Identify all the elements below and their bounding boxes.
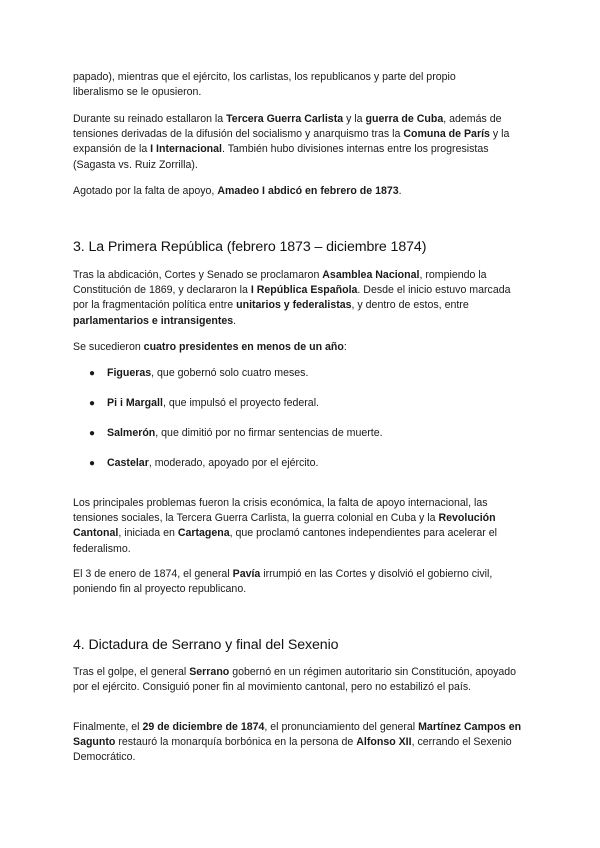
- paragraph-serrano-regime: Tras el golpe, el general Serrano gobernó en un régimen autoritario sin Constitución, apoyado por el ejército. Consiguió poner fin al movimiento cantonal, pero no estabilizó el país.: [73, 666, 517, 694]
- section-heading: 4. Dictadura de Serrano y final del Sexenio: [73, 637, 339, 653]
- paragraph-reign-conflicts: Durante su reinado estallaron la Tercera Guerra Carlista y la guerra de Cuba, además de tensiones derivadas de la difusión del socialismo y anarquismo tras la Comuna de París y la expansión de la I Internacional. También hubo divisiones internas entre los progresistas (Sagasta vs. Ruiz Zorrilla).: [73, 113, 510, 171]
- bold-term: Alfonso XII: [356, 736, 412, 749]
- bold-term: Tercera Guerra Carlista: [226, 113, 344, 125]
- bold-term: I República Española: [250, 284, 358, 297]
- section-heading: 3. La Primera República (febrero 1873 – diciembre 1874): [73, 239, 427, 255]
- bold-term: unitarios y federalistas: [236, 299, 352, 312]
- paragraph-pavia-coup: El 3 de enero de 1874, el general Pavía irrumpió en las Cortes y disolvió el gobierno civil, poniendo fin al proyecto republicano.: [73, 568, 493, 596]
- bold-term: Martínez Campos en Sagunto: [73, 721, 522, 749]
- text-line: papado), mientras que el ejército, los carlistas, los republicanos y parte del propio: [73, 71, 456, 83]
- paragraph-presidents-intro: Se sucedieron cuatro presidentes en menos de un año:: [73, 341, 347, 353]
- bold-term: Comuna de París: [403, 128, 490, 141]
- paragraph-main-problems: Los principales problemas fueron la crisis económica, la falta de apoyo internacional, las tensiones sociales, la Tercera Guerra Carlista, la guerra colonial en Cuba y la Revolución Cantonal, iniciada en Cartagena, que proclamó cantones independientes para acelerar el federalismo.: [73, 497, 497, 555]
- bold-term: cuatro presidentes en menos de un año: [143, 341, 344, 353]
- bold-term: guerra de Cuba: [365, 113, 444, 125]
- bold-term: Amadeo I abdicó en febrero de 1873: [217, 185, 399, 197]
- bullet-icon: ●: [89, 458, 96, 469]
- president-name: Salmerón: [107, 427, 156, 439]
- text-line: liberalismo se le opusieron.: [73, 86, 202, 99]
- bold-term: Revolución Cantonal: [73, 512, 496, 540]
- president-name: Figueras: [107, 367, 152, 379]
- bullet-icon: ●: [89, 428, 96, 439]
- bullet-icon: ●: [89, 368, 96, 379]
- bold-term: Asamblea Nacional: [322, 269, 420, 281]
- bold-term: Pavía: [232, 568, 261, 580]
- presidents-list: ● Figueras, que gobernó solo cuatro meses. ● Pi i Margall, que impulsó el proyecto federal. ● Salmerón, que dimitió por no firmar sentencias de muerte. ● Castelar, moderado, apoyado por el ejército.: [89, 367, 383, 469]
- bold-term: parlamentarios e intransigentes: [73, 314, 234, 327]
- bold-term: 29 de diciembre de 1874: [142, 721, 265, 733]
- bullet-icon: ●: [89, 398, 96, 409]
- paragraph-continuation: [73, 70, 525, 100]
- paragraph-abdication: Agotado por la falta de apoyo, Amadeo I abdicó en febrero de 1873.: [73, 185, 402, 197]
- bold-term: Serrano: [189, 666, 230, 678]
- paragraph-republic-proclamation: Tras la abdicación, Cortes y Senado se proclamaron Asamblea Nacional, rompiendo la Constitución de 1869, y declararon la I República Española. Desde el inicio estuvo marcada por la fragmentación política entre unitarios y federalistas, y dentro de estos, entre parlamentarios e intransigentes.: [73, 269, 511, 327]
- section-4-heading-block: [73, 636, 525, 654]
- paragraph-restoration: Finalmente, el 29 de diciembre de 1874, el pronunciamiento del general Martínez Campos en Sagunto restauró la monarquía borbónica en la persona de Alfonso XII, cerrando el Sexenio Democrático.: [73, 721, 522, 764]
- section-3-heading-block: [73, 238, 525, 256]
- bold-term: I Internacional: [150, 143, 222, 156]
- president-name: Castelar: [107, 457, 149, 469]
- president-name: Pi i Margall: [107, 397, 163, 409]
- bold-term: Cartagena: [177, 527, 230, 540]
